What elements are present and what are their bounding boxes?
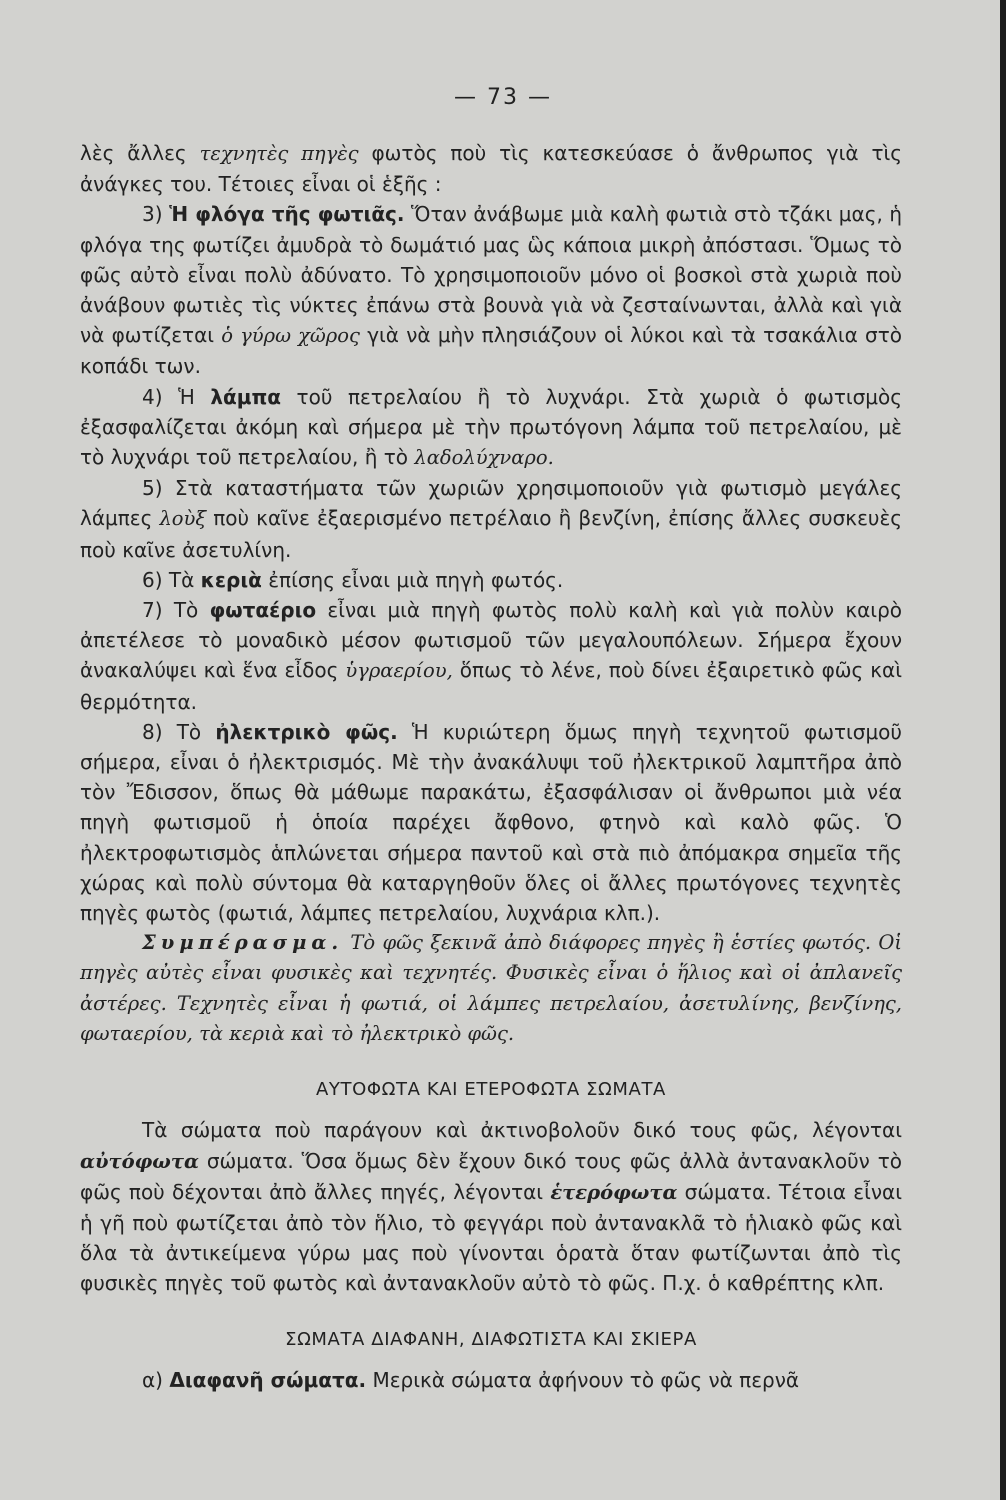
italic-term: ἑτερόφωτα: [550, 1180, 678, 1204]
text: Τὰ σώματα ποὺ παράγουν καὶ ἀκτινοβολοῦν δικό τους φῶς, λέγονται: [142, 1118, 902, 1143]
item-6-paragraph: [80, 565, 902, 595]
text: ποὺ καῖνε ἐξαερισμένο πετρέλαιο ἢ βενζίνη, ἐπίσης ἄλλες συσκευὲς ποὺ καῖνε ἀσετυλίνη.: [80, 506, 902, 562]
item-8-paragraph: [80, 717, 902, 928]
summary-text: Τὸ φῶς ξεκινᾶ ἀπὸ διάφορες πηγὲς ἢ ἑστίες φωτός. Οἱ πηγὲς αὐτὲς εἶναι φυσικὲς καὶ τεχνητές. Φυσικὲς εἶναι ὁ ἥλιος καὶ οἱ ἀπλανεῖς ἀστέρες. Τεχνητὲς εἶναι ἡ φωτιά, οἱ λάμπες πετρελαίου, ἀσετυλίνης, βενζίνης, φωταερίου, τὰ κεριὰ καὶ τὸ ἠλεκτρικὸ φῶς.: [80, 931, 902, 1045]
item-4-paragraph: [80, 382, 902, 474]
text: Ὅταν ἀνάβωμε μιὰ καλὴ φωτιὰ στὸ τζάκι μας, ἡ φλόγα της φωτίζει ἀμυδρὰ τὸ δωμάτιό μας ὣς κάποια μικρὴ ἀπόστασι. Ὅμως τὸ φῶς αὐτὸ εἶναι πολὺ ἀδύνατο. Τὸ χρησιμοποιοῦν μόνο οἱ βοσκοὶ στὰ χωριὰ ποὺ ἀνάβουν φωτιὲς τὶς νύκτες ἐπάνω στὰ βουνὰ γιὰ νὰ ζεσταίνωνται, ἀλλὰ καὶ γιὰ νὰ φωτίζεται: [80, 202, 902, 348]
text: σώματα. Ὅσα ὅμως δὲν ἔχουν δικό τους φῶς ἀλλὰ ἀντανακλοῦν τὸ φῶς ποὺ δέχονται ἀπὸ ἄλλες πηγές, λέγονται: [80, 1148, 902, 1204]
italic-term: ὁ γύρω χῶρος: [221, 324, 360, 348]
item-number: 6) Τὰ: [142, 567, 201, 592]
italic-term: αὐτόφωτα: [80, 1149, 199, 1173]
item-number: α): [142, 1367, 170, 1392]
section-heading-transparent: ΣΩΜΑΤΑ ΔΙΑΦΑΝΗ, ΔΙΑΦΩΤΙΣΤΑ ΚΑΙ ΣΚΙΕΡΑ: [285, 1328, 697, 1350]
italic-term: λαδολύχναρο.: [414, 446, 554, 470]
section1-paragraph: [80, 1115, 902, 1298]
text: σώματα. Τέτοια εἶναι ἡ γῆ ποὺ φωτίζεται ἀπὸ τὸν ἥλιο, τὸ φεγγάρι ποὺ ἀντανακλᾶ τὸ ἡλιακὸ φῶς καὶ ὅλα τὰ ἀντικείμενα γύρω μας ποὺ γίνονται ὁρατὰ ὅταν φωτίζωνται ἀπὸ τὶς φυσικὲς πηγὲς τοῦ φωτὸς καὶ ἀντανακλοῦν αὐτὸ τὸ φῶς. Π.χ. ὁ καθρέπτης κλπ.: [80, 1179, 902, 1296]
summary-label: Συμπέρασμα.: [142, 931, 344, 955]
text: φωτὸς ποὺ τὶς κατεσκεύασε ὁ ἄνθρωπος γιὰ τὶς ἀνάγκες του. Τέτοιες εἶναι οἱ ἑξῆς :: [80, 141, 902, 197]
italic-term: ὑγραερίου,: [345, 659, 453, 683]
page-body: [80, 138, 902, 1395]
text: γιὰ νὰ μὴν πλησιάζουν οἱ λύκοι καὶ τὰ τσακάλια στὸ κοπάδι των.: [80, 323, 902, 379]
bold-term: φωταέριο: [209, 598, 317, 623]
item-7-paragraph: [80, 595, 902, 717]
item-number: 7) Τὸ: [142, 598, 210, 623]
text: Μερικὰ σώματα ἀφήνουν τὸ φῶς νὰ περνᾶ: [366, 1367, 800, 1392]
item-number: 8) Τὸ: [142, 719, 216, 744]
page-edge: [1000, 0, 1006, 1500]
text: λὲς ἄλλες: [80, 141, 200, 165]
text: ὅπως τὸ λένε, ποὺ δίνει ἐξαιρετικὸ φῶς καὶ θερμότητα.: [80, 658, 902, 714]
item-5-paragraph: [80, 473, 902, 565]
bold-term: λάμπα: [210, 384, 282, 409]
item-number: 3): [142, 202, 170, 227]
section-heading-self-luminous: ΑΥΤΟΦΩΤΑ ΚΑΙ ΕΤΕΡΟΦΩΤΑ ΣΩΜΑΤΑ: [316, 1079, 666, 1101]
bold-term: κεριὰ: [200, 567, 262, 592]
text: τοῦ πετρελαίου ἢ τὸ λυχνάρι. Στὰ χωριὰ ὁ φωτισμὸς ἐξασφαλίζεται ἀκόμη καὶ σήμερα μὲ τὴν πρωτόγονη λάμπα τοῦ πετρελαίου, μὲ τὸ λυχνάρι τοῦ πετρελαίου, ἢ τὸ: [80, 384, 902, 470]
bold-term: Ἡ φλόγα τῆς φωτιᾶς.: [169, 202, 405, 227]
text: 5) Στὰ καταστήματα τῶν χωριῶν χρησιμοποιοῦν γιὰ φωτισμὸ μεγάλες λάμπες: [80, 476, 902, 531]
italic-term: λοὺξ: [159, 507, 207, 531]
text: Ἡ κυριώτερη ὅμως πηγὴ τεχνητοῦ φωτισμοῦ σήμερα, εἶναι ὁ ἠλεκτρισμός. Μὲ τὴν ἀνακάλυψι τοῦ ἠλεκτρικοῦ λαμπτῆρα ἀπὸ τὸν Ἔδισσον, ὅπως θὰ μάθωμε παρακάτω, ἐξασφάλισαν οἱ ἄνθρωποι μιὰ νέα πηγὴ φωτισμοῦ ἡ ὁποία παρέχει ἄφθονο, φτηνὸ καὶ καλὸ φῶς. Ὁ ἠλεκτροφωτισμὸς ἁπλώνεται σήμερα παντοῦ καὶ στὰ πιὸ ἀπόμακρα σημεῖα τῆς χώρας καὶ πολὺ σύντομα θὰ καταργηθοῦν ὅλες οἱ ἄλλες πρωτόγονες τεχνητὲς πηγὲς φωτὸς (φωτιά, λάμπες πετρελαίου, λυχνάρια κλπ.).: [80, 719, 902, 926]
italic-term: τεχνητὲς πηγὲς: [199, 142, 359, 165]
summary-paragraph: [80, 928, 902, 1049]
bold-term: Διαφανῆ σώματα.: [169, 1367, 367, 1392]
text: εἶναι μιὰ πηγὴ φωτὸς πολὺ καλὴ καὶ γιὰ πολὺν καιρὸ ἀπετέλεσε τὸ μοναδικὸ μέσον φωτισμοῦ τῶν μεγαλουπόλεων. Σήμερα ἔχουν ἀνακαλύψει καὶ ἕνα εἶδος: [80, 598, 903, 683]
item-3-paragraph: [80, 199, 902, 381]
text: ἐπίσης εἶναι μιὰ πηγὴ φωτός.: [261, 567, 564, 592]
paragraph-continuation: [80, 138, 902, 199]
section2-paragraph: [80, 1365, 902, 1395]
page-number: — 73 —: [454, 85, 552, 110]
bold-term: ἠλεκτρικὸ φῶς.: [215, 719, 398, 744]
item-number: 4) Ἡ: [142, 384, 211, 409]
